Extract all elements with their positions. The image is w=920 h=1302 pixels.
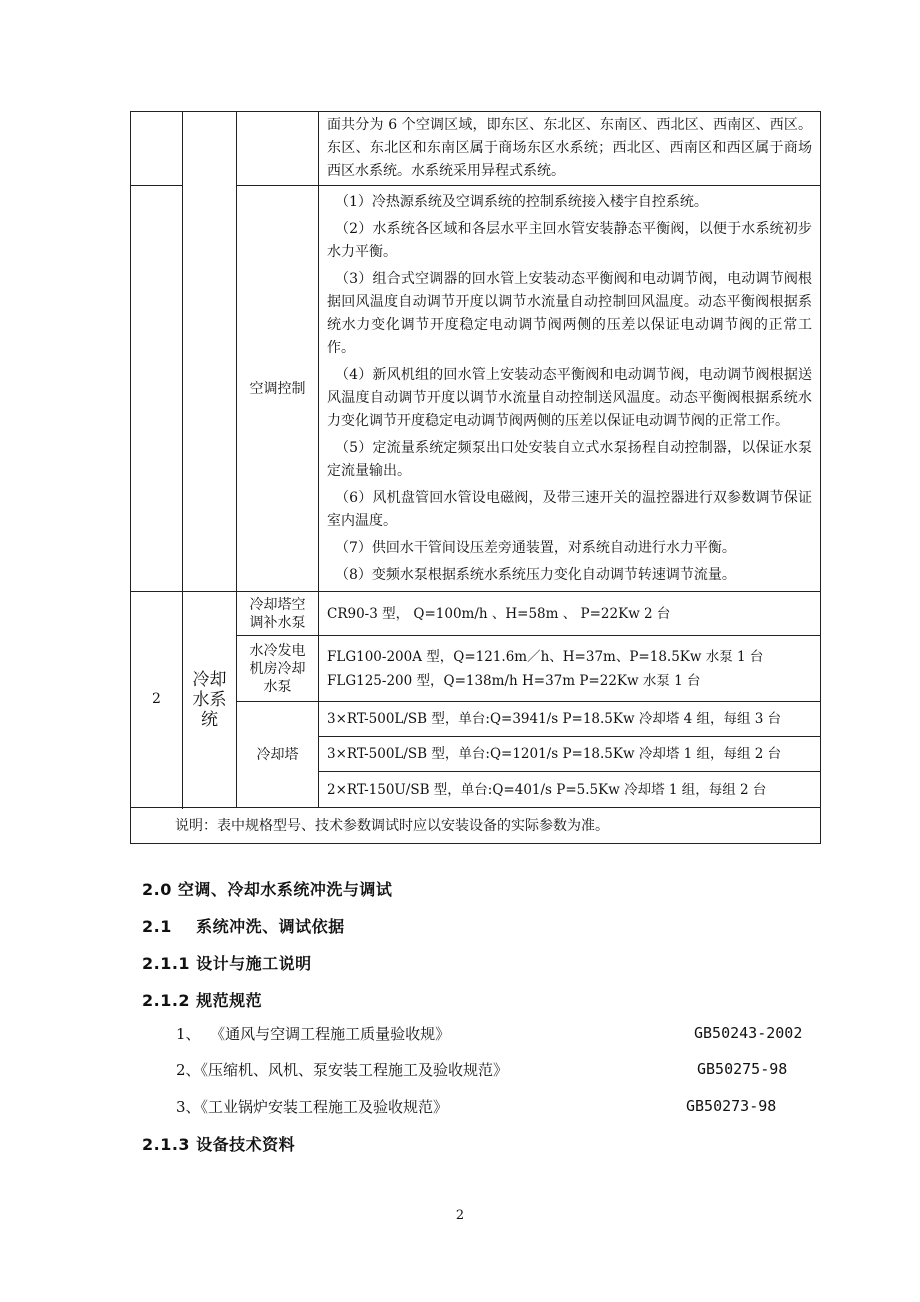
heading-2-0: 2.0 空调、冷却水系统冲洗与调试 [142, 880, 393, 899]
spec-text: FLG100-200A 型，Q=121.6m／h、H=37m、P=18.5Kw 水泵 1 台 [327, 648, 764, 665]
heading-2-1: 2.1 系统冲洗、调试依据 [142, 917, 345, 936]
control-item: （6）风机盘管回水管设电磁阀，及带三速开关的温控器进行双参数调节保证室内温度。 [327, 489, 812, 529]
heading-2-1-1: 2.1.1 设计与施工说明 [142, 954, 312, 973]
equipment-label-cell [237, 592, 319, 636]
table-row [131, 112, 821, 186]
equipment-label: 冷却塔 [256, 746, 299, 763]
equipment-label-cell [237, 636, 319, 702]
heading-2-1-3: 2.1.3 设备技术资料 [142, 1135, 296, 1154]
control-item: （2）水系统各区域和各层水平主回水管安装静态平衡阀，以便于水系统初步水力平衡。 [327, 220, 812, 260]
equipment-spec [319, 702, 821, 737]
equipment-spec [319, 737, 821, 772]
table-row [131, 592, 821, 636]
heading-2-1-2: 2.1.2 规范规范 [142, 991, 263, 1010]
table-cell-empty [131, 112, 183, 186]
spec-text: 3×RT-500L/SB 型，单台:Q=1201/s P=18.5Kw 冷却塔 1 组，每组 2 台 [327, 746, 782, 762]
spec-text: 2×RT-150U/SB 型，单台:Q=401/s P=5.5Kw 冷却塔 1 组，每组 2 台 [327, 781, 767, 798]
equipment-spec [319, 636, 821, 702]
spec-text: CR90-3 型， Q=100m/h 、H=58m 、 P=22Kw 2 台 [327, 605, 671, 622]
reference-title: 3、《工业锅炉安装工程施工及验收规范》 [176, 1098, 449, 1116]
reference-code: GB50275-98 [697, 1060, 788, 1078]
equipment-spec [319, 592, 821, 636]
page-number: 2 [455, 1208, 465, 1223]
equipment-label: 水冷发电机房冷却水泵 [249, 642, 306, 695]
continued-text: 面共分为 6 个空调区域，即东区、东北区、东南区、西北区、西南区、西区。东区、东北区和东南区属于商场东区水系统；西北区、西南区和西区属于商场西区水系统。水系统采用异程式系统。 [327, 117, 812, 179]
reference-code: GB50243-2002 [694, 1024, 803, 1042]
control-item: （7）供回水干管间设压差旁通装置，对系统自动进行水力平衡。 [335, 539, 736, 556]
section-number: 2 [152, 691, 161, 707]
equipment-label: 冷却塔空调补水泵 [249, 596, 306, 631]
table-cell-empty [131, 186, 183, 592]
table-row [131, 808, 821, 844]
control-item: （1）冷热源系统及空调系统的控制系统接入楼宇自控系统。 [335, 193, 708, 210]
control-item: （3）组合式空调器的回水管上安装动态平衡阀和电动调节阀，电动调节阀根据回风温度自动调节开度以调节水流量自动控制回风温度。动态平衡阀根据系统水力变化调节开度稳定电动调节阀两侧的压差以保证电动调节阀的正常工作。 [327, 270, 812, 356]
control-item: （8）变频水泵根据系统水系统压力变化自动调节转速调节流量。 [335, 566, 736, 583]
control-items-cell [319, 186, 821, 592]
control-label-cell [237, 186, 319, 592]
equipment-label-cell [237, 702, 319, 808]
reference-title: 1、 《通风与空调工程施工质量验收规》 [176, 1025, 451, 1043]
spec-text: FLG125-200 型，Q=138m/h H=37m P=22Kw 水泵 1 台 [327, 672, 701, 689]
reference-title: 2、《压缩机、风机、泵安装工程施工及验收规范》 [176, 1061, 509, 1079]
equipment-spec-table [130, 111, 821, 844]
continued-description [319, 112, 821, 186]
spec-text: 3×RT-500L/SB 型，单台:Q=3941/s P=18.5Kw 冷却塔 4 组，每组 3 台 [327, 711, 782, 727]
system-name-cell [183, 592, 237, 808]
equipment-spec [319, 772, 821, 808]
reference-code: GB50273-98 [686, 1097, 777, 1115]
control-item: （4）新风机组的回水管上安装动态平衡阀和电动调节阀，电动调节阀根据送风温度自动调节开度以调节水流量自动控制送风温度。动态平衡阀根据系统水力变化调节开度稳定电动调节阀两侧的压差以保证电动调节阀的正常工作。 [327, 366, 812, 429]
section-number-cell [131, 592, 183, 808]
control-label: 空调控制 [249, 380, 306, 397]
table-cell-empty [237, 112, 319, 186]
system-name: 冷却水系统 [192, 669, 227, 730]
note-text: 说明：表中规格型号、技术参数调试时应以安装设备的实际参数为准。 [175, 817, 609, 834]
table-cell-empty [183, 112, 237, 592]
control-item: （5）定流量系统定频泵出口处安装自立式水泵扬程自动控制器，以保证水泵定流量输出。 [327, 439, 812, 479]
table-note [131, 808, 821, 844]
